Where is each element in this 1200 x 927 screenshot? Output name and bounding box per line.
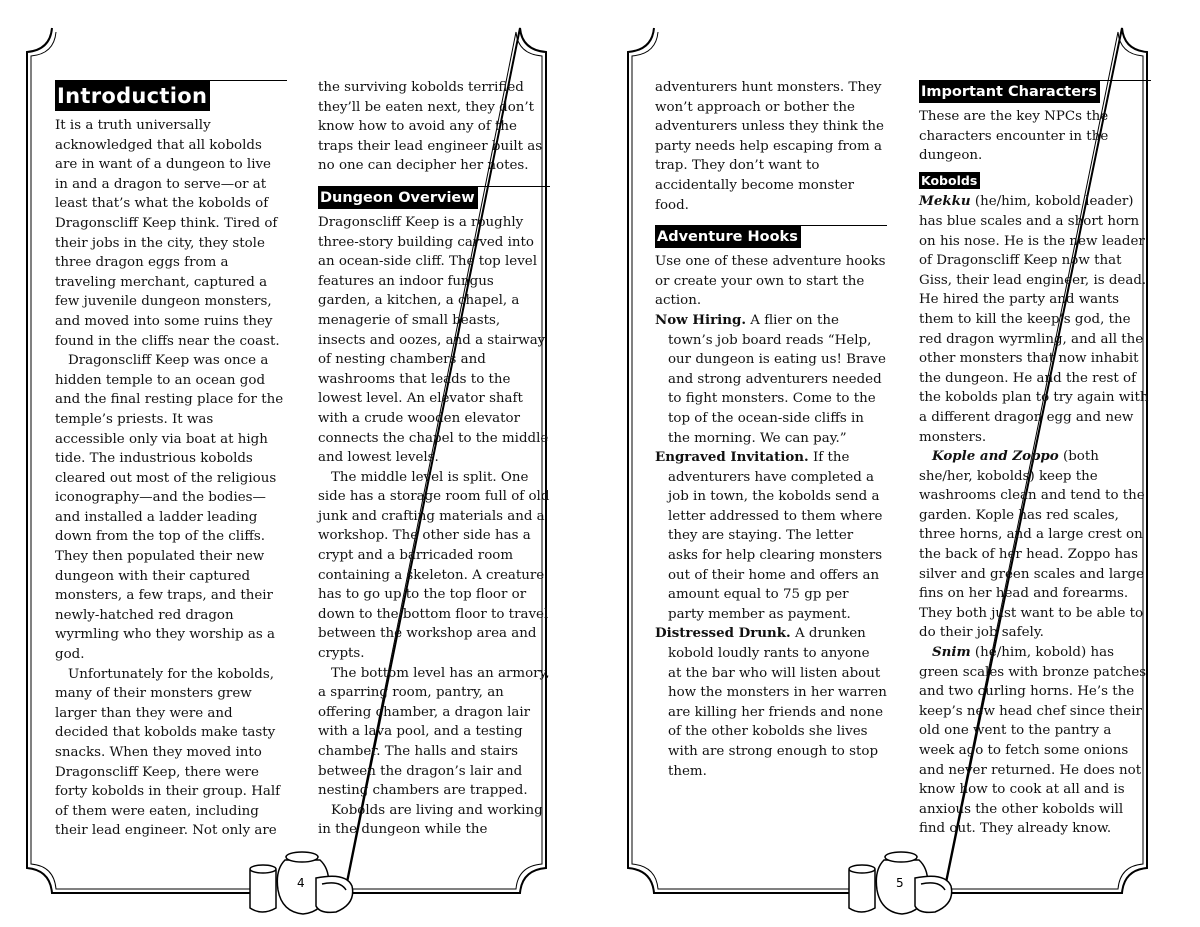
subheading-kobolds: Kobolds [919,172,1151,192]
npc-entry: Kople and Zoppo (both she/her, kobolds) keep the washrooms clean and tend to the garden. Kople has red scales, three horns, and a large crest on the back of her head. Zoppo has silver and green scales and large fins on her head and forearms. They both just want to be able to do their job safely. [919,448,1145,641]
adventure-hook-item: Now Hiring. A flier on the town’s job board reads “Help, our dungeon is eating us! Brave and strong adventurers needed to fight monsters. Come to the top of the ocean-side cliffs in the morning. We can pay.” [655,311,886,446]
paragraph: The bottom level has an armory, a sparring room, pantry, an offering chamber, a dragon lair with a lava pool, and a testing chamber. The halls and stairs between the dragon’s lair and nesting chambers are trapped. [318,665,550,799]
left-page [0,0,576,927]
section-heading-dungeon-overview: Dungeon Overview [318,186,550,210]
right-page [624,0,1200,927]
section-heading-adventure-hooks: Adventure Hooks [655,225,887,249]
paragraph: These are the key NPCs the characters encounter in the dungeon. [919,109,1109,164]
paragraph: Unfortunately for the kobolds, many of their monsters grew larger than they were and decided that kobolds make tasty snacks. When they moved into Dragonscliff Keep, there were forty kobolds in their group. Half of them were eaten, including their lead engineer. Not only are [55,666,281,839]
section-heading-introduction: Introduction [55,80,287,114]
paragraph: Dragonscliff Keep is a roughly three-story building carved into an ocean-side cliff. The top level features an indoor fungus garden, a kitchen, a chapel, a menagerie of small beasts, insects and oozes, and a stairway of nesting chambers and washrooms that leads to the lowest level. An elevator shaft with a crude wooden elevator connects the chapel to the middle and lowest levels. [318,214,549,466]
page-number: 4 [297,876,305,890]
section-heading-important-characters: Important Characters [919,80,1151,104]
page-number: 5 [896,876,904,890]
npc-entry: Mekku (he/him, kobold leader) has blue scales and a short horn on his nose. He is the new leader of Dragonscliff Keep now that Giss, their lead engineer, is dead. He hired the party and wants them to kill the keep’s god, the red dragon wyrmling, and all the other monsters that now inhabit the dungeon. He and the rest of the kobolds plan to try again with a different dragon egg and new monsters. [919,193,1149,445]
paragraph: Kobolds are living and working in the dungeon while the [318,802,543,838]
adventure-hook-item: Engraved Invitation. If the adventurers have completed a job in town, the kobolds send a letter addressed to them where they are staying. The letter asks for help clearing monsters out of their home and offers an amount equal to 75 gp per party member as payment. [655,449,883,622]
paragraph: the surviving kobolds terrified they’ll be eaten next, they don’t know how to avoid any of the traps their lead engineer built as no one can decipher her notes. [318,80,543,174]
paragraph: Use one of these adventure hooks or create your own to start the action. [655,254,886,309]
paragraph: The middle level is split. One side has a storage room full of old junk and crafting materials and a workshop. The other side has a crypt and a barricaded room containing a skeleton. A creature has to go up to the top floor or down to the bottom floor to travel between the workshop area and crypts. [318,469,550,662]
npc-entry: Snim (he/him, kobold) has green scales with bronze patches and two curling horns. He’s the keep’s new head chef since their old one went to the pantry a week ago to fetch some onions and never returned. He does not know how to cook at all and is anxious the other kobolds will find out. They already know. [919,644,1147,837]
left-column-1 [55,80,287,841]
paragraph: Dragonscliff Keep was once a hidden temple to an ocean god and the final resting place for the temple’s priests. It was accessible only via boat at high tide. The industrious kobolds cleared out most of the religious iconography—and the bodies—and installed a ladder leading down from the top of the cliffs. They then populated their new dungeon with their captured monsters, a few traps, and their newly-hatched red dragon wyrmling who they worship as a god. [55,353,284,663]
left-column-2 [318,78,550,840]
right-column-2 [919,80,1151,839]
paragraph: adventurers hunt monsters. They won’t approach or bother the adventurers unless they think the party needs help escaping from a trap. They don’t want to accidentally become monster food. [655,80,884,213]
adventure-hook-item: Distressed Drunk. A drunken kobold loudly rants to anyone at the bar who will listen about how the monsters in her warren are killing her friends and none of the other kobolds she lives with are strong enough to stop them. [655,625,887,779]
paragraph: It is a truth universally acknowledged that all kobolds are in want of a dungeon to live in and a dragon to serve—or at least that’s what the kobolds of Dragonscliff Keep think. Tired of their jobs in the city, they stole three dragon eggs from a traveling merchant, captured a few juvenile dungeon monsters, and moved into some ruins they found in the cliffs near the coast. [55,118,280,349]
right-column-1 [655,78,887,781]
